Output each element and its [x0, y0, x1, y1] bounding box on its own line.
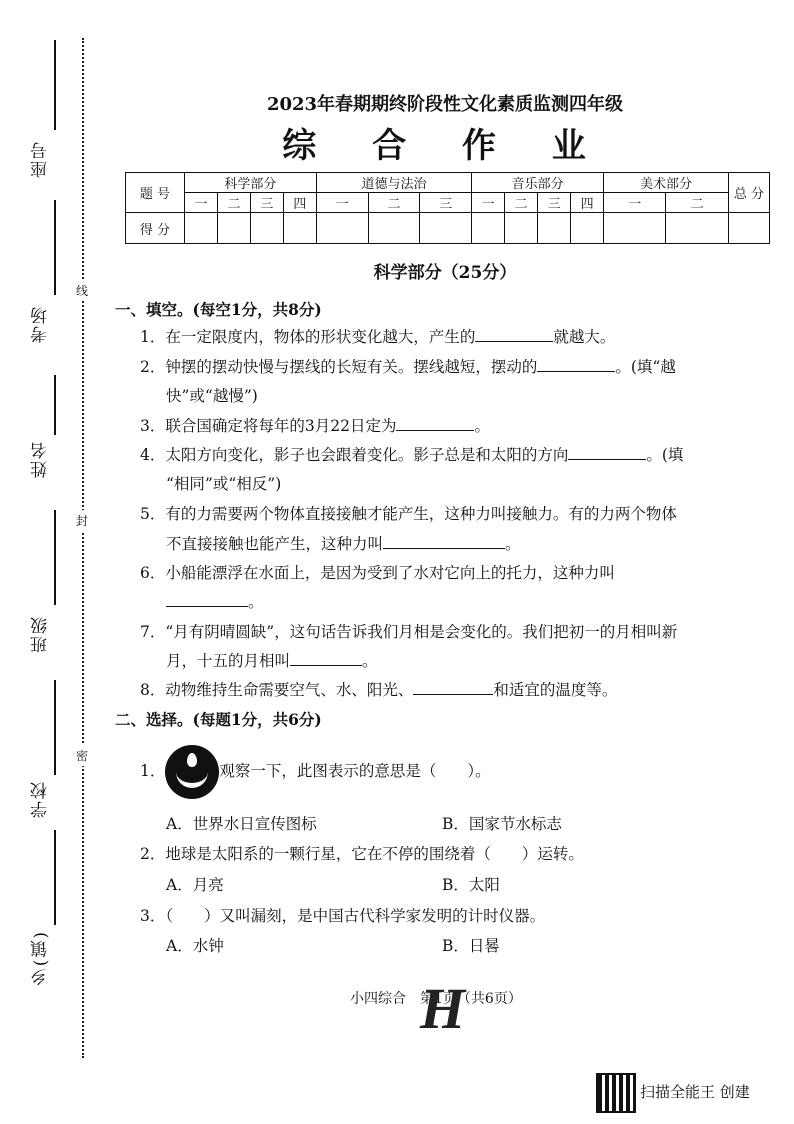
sub-header: 四: [283, 193, 316, 213]
score-cell[interactable]: [316, 213, 368, 244]
choice-question-2: 2．地球是太阳系的一颗行星，它在不停的围绕着（ ）运转。: [140, 845, 584, 863]
cut-mark-line: 线: [76, 280, 88, 301]
choice-3-option-a[interactable]: A．水钟: [166, 937, 224, 955]
scanner-watermark: 扫描全能王 创建: [640, 1083, 750, 1101]
group-music: 音乐部分: [472, 173, 604, 193]
group-science: 科学部分: [185, 173, 317, 193]
score-cell[interactable]: [472, 213, 505, 244]
answer-blank[interactable]: [568, 444, 646, 461]
group-morality: 道德与法治: [316, 173, 471, 193]
fill-question-3: 3．联合国确定将每年的3月22日定为 。: [140, 414, 490, 436]
choice-2-option-b[interactable]: B．太阳: [442, 876, 500, 894]
fill-question-5-cont: 不直接接触也能产生，这种力叫 。: [166, 532, 521, 554]
paper-version-mark: H: [420, 976, 466, 1041]
exam-room-line: [54, 200, 56, 295]
sub-header: 一: [316, 193, 368, 213]
answer-blank[interactable]: [537, 356, 615, 373]
cut-dotted-line: [82, 38, 84, 1058]
qr-code-icon: [596, 1073, 636, 1113]
fill-question-4: 4．太阳方向变化，影子也会跟着变化。影子总是和太阳的方向 。(填: [140, 443, 683, 465]
sub-header: 一: [185, 193, 218, 213]
section-title: 科学部分（25分）: [373, 263, 517, 283]
part1-heading: 一、填空。(每空1分，共8分): [115, 300, 322, 319]
score-cell[interactable]: [505, 213, 538, 244]
binding-strip: [0, 0, 100, 1124]
score-table: [125, 172, 770, 244]
water-saving-logo-icon: [165, 745, 219, 799]
answer-blank[interactable]: [383, 533, 505, 550]
school-label: 学校: [31, 780, 51, 818]
row-label-score: 得 分: [126, 213, 185, 244]
score-cell[interactable]: [283, 213, 316, 244]
seat-number-line: [54, 40, 56, 130]
part2-heading: 二、选择。(每题1分，共6分): [115, 710, 322, 729]
choice-question-1: 1． 观察一下，此图表示的意思是（ ）。: [140, 745, 491, 799]
class-label: 班级: [31, 615, 51, 653]
score-cell[interactable]: [368, 213, 420, 244]
cut-mark-seal: 封: [76, 510, 88, 531]
town-line: [54, 830, 56, 925]
fill-question-6: 6．小船能漂浮在水面上，是因为受到了水对它向上的托力，这种力叫: [140, 564, 615, 582]
answer-blank[interactable]: [290, 650, 362, 667]
answer-blank[interactable]: [475, 326, 553, 343]
fill-question-2-cont: 快”或“越慢”): [166, 387, 258, 405]
sub-header: 一: [604, 193, 666, 213]
choice-1-option-a[interactable]: A．世界水日宣传图标: [166, 815, 317, 833]
answer-blank[interactable]: [166, 591, 248, 608]
sub-header: 三: [538, 193, 571, 213]
sub-header: 四: [571, 193, 604, 213]
score-cell[interactable]: [571, 213, 604, 244]
fill-question-8: 8．动物维持生命需要空气、水、阳光、 和适宜的温度等。: [140, 678, 617, 700]
sub-header: 二: [217, 193, 250, 213]
score-cell[interactable]: [420, 213, 472, 244]
choice-3-option-b[interactable]: B．日晷: [442, 937, 500, 955]
exam-title: 综 合 作 业: [282, 126, 608, 166]
sub-header: 一: [472, 193, 505, 213]
total-score-header: 总 分: [729, 173, 770, 213]
answer-blank[interactable]: [413, 679, 493, 696]
name-label: 姓名: [31, 440, 51, 478]
score-cell[interactable]: [185, 213, 218, 244]
exam-subtitle: 2023年春期期终阶段性文化素质监测四年级: [266, 94, 624, 115]
cut-mark-secret: 密: [76, 745, 88, 766]
fill-question-2: 2．钟摆的摆动快慢与摆线的长短有关。摆线越短，摆动的 。(填“越: [140, 355, 676, 377]
sub-header: 三: [420, 193, 472, 213]
score-cell[interactable]: [538, 213, 571, 244]
fill-question-6-cont: 。: [166, 590, 264, 612]
choice-question-3: 3．（ ）又叫漏刻，是中国古代科学家发明的计时仪器。: [140, 907, 546, 925]
fill-question-4-cont: “相同”或“相反”): [166, 475, 282, 493]
answer-blank[interactable]: [396, 415, 474, 432]
fill-question-7-cont: 月，十五的月相叫 。: [166, 649, 378, 671]
sub-header: 二: [666, 193, 729, 213]
page-footer: 小四综合 第1页（共6页）: [350, 991, 522, 1007]
name-line: [54, 375, 56, 435]
total-score-cell[interactable]: [729, 213, 770, 244]
fill-question-5: 5．有的力需要两个物体直接接触才能产生，这种力叫接触力。有的力两个物体: [140, 505, 677, 523]
group-art: 美术部分: [604, 173, 729, 193]
score-cell[interactable]: [217, 213, 250, 244]
fill-question-1: 1．在一定限度内，物体的形状变化越大，产生的 就越大。: [140, 325, 615, 347]
sub-header: 二: [505, 193, 538, 213]
row-label-number: 题 号: [126, 173, 185, 213]
score-cell[interactable]: [604, 213, 666, 244]
school-line: [54, 680, 56, 775]
exam-room-label: 考场: [31, 305, 51, 343]
score-cell[interactable]: [666, 213, 729, 244]
choice-2-option-a[interactable]: A．月亮: [166, 876, 224, 894]
sub-header: 三: [250, 193, 283, 213]
town-label: 乡(镇): [31, 930, 51, 986]
fill-question-7: 7．“月有阴晴圆缺”，这句话告诉我们月相是会变化的。我们把初一的月相叫新: [140, 623, 678, 641]
class-line: [54, 510, 56, 605]
choice-1-option-b[interactable]: B．国家节水标志: [442, 815, 562, 833]
score-cell[interactable]: [250, 213, 283, 244]
seat-number-label: 座号: [31, 140, 51, 178]
sub-header: 二: [368, 193, 420, 213]
